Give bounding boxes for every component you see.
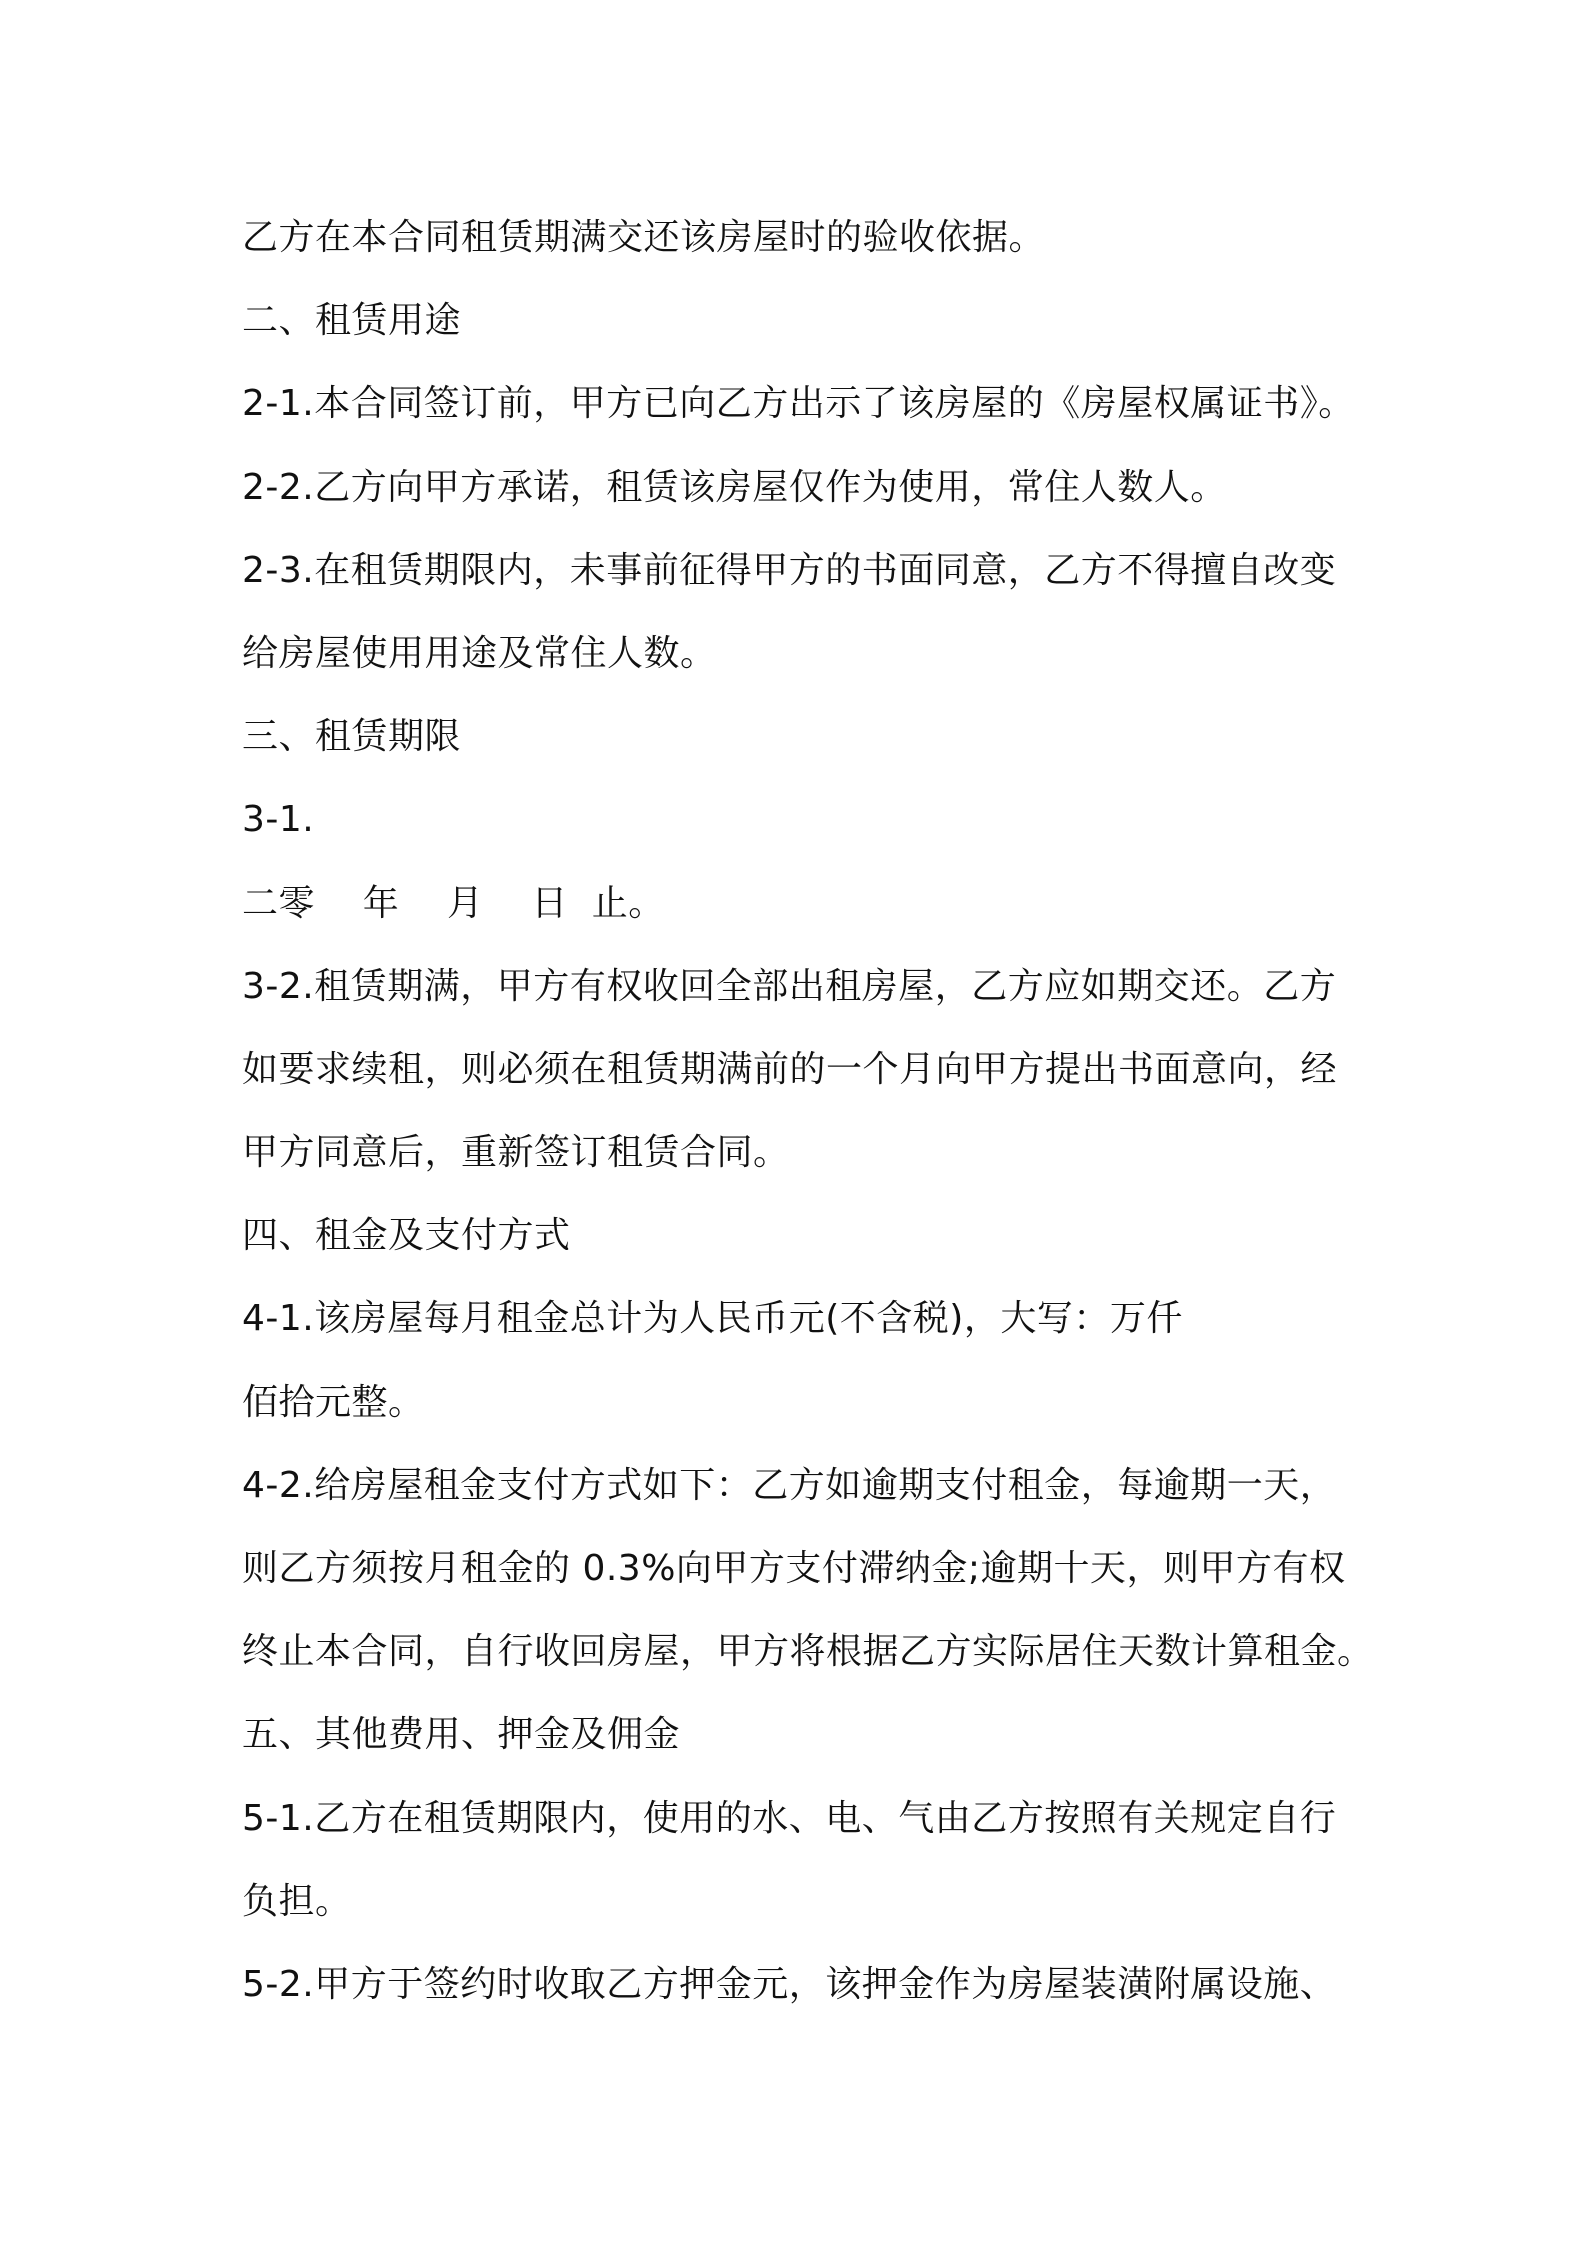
clause-4-2: 4-2.给房屋租金支付方式如下：乙方如逾期支付租金，每逾期一天， [242, 1464, 1337, 1506]
text-line: 佰拾元整。 [242, 1381, 425, 1423]
section-heading-rent-payment: 四、租金及支付方式 [242, 1215, 571, 1257]
text-line: 如要求续租，则必须在租赁期满前的一个月向甲方提出书面意向，经 [242, 1048, 1338, 1090]
clause-2-1: 2-1.本合同签订前，甲方已向乙方出示了该房屋的《房屋权属证书》。 [242, 383, 1355, 425]
clause-3-2: 3-2.租赁期满，甲方有权收回全部出租房屋，乙方应如期交还。乙方 [242, 965, 1337, 1007]
text-line: 负担。 [242, 1880, 352, 1922]
text-line: 则乙方须按月租金的 0.3%向甲方支付滞纳金;逾期十天，则甲方有权 [242, 1548, 1346, 1589]
section-heading-other-fees: 五、其他费用、押金及佣金 [242, 1714, 681, 1756]
contract-text-body [242, 196, 1374, 2026]
section-heading-lease-term: 三、租赁期限 [242, 716, 462, 758]
text-line: 给房屋使用用途及常住人数。 [242, 632, 717, 674]
clause-2-2: 2-2.乙方向甲方承诺，租赁该房屋仅作为使用，常住人数人。 [242, 466, 1227, 508]
clause-2-3: 2-3.在租赁期限内，未事前征得甲方的书面同意，乙方不得擅自改变 [242, 549, 1337, 591]
section-heading-lease-purpose: 二、租赁用途 [242, 300, 462, 342]
clause-4-1: 4-1.该房屋每月租金总计为人民币元(不含税)，大写：万仟 [242, 1298, 1183, 1340]
clause-5-1: 5-1.乙方在租赁期限内，使用的水、电、气由乙方按照有关规定自行 [242, 1797, 1337, 1839]
clause-5-2: 5-2.甲方于签约时收取乙方押金元，该押金作为房屋装潢附属设施、 [242, 1963, 1337, 2005]
text-line: 二零 年 月 日 止。 [242, 882, 665, 924]
text-line: 乙方在本合同租赁期满交还该房屋时的验收依据。 [242, 217, 1046, 258]
clause-3-1: 3-1. [242, 799, 315, 841]
text-line: 甲方同意后，重新签订租赁合同。 [242, 1132, 790, 1174]
text-line: 终止本合同，自行收回房屋，甲方将根据乙方实际居住天数计算租金。 [242, 1631, 1374, 1673]
